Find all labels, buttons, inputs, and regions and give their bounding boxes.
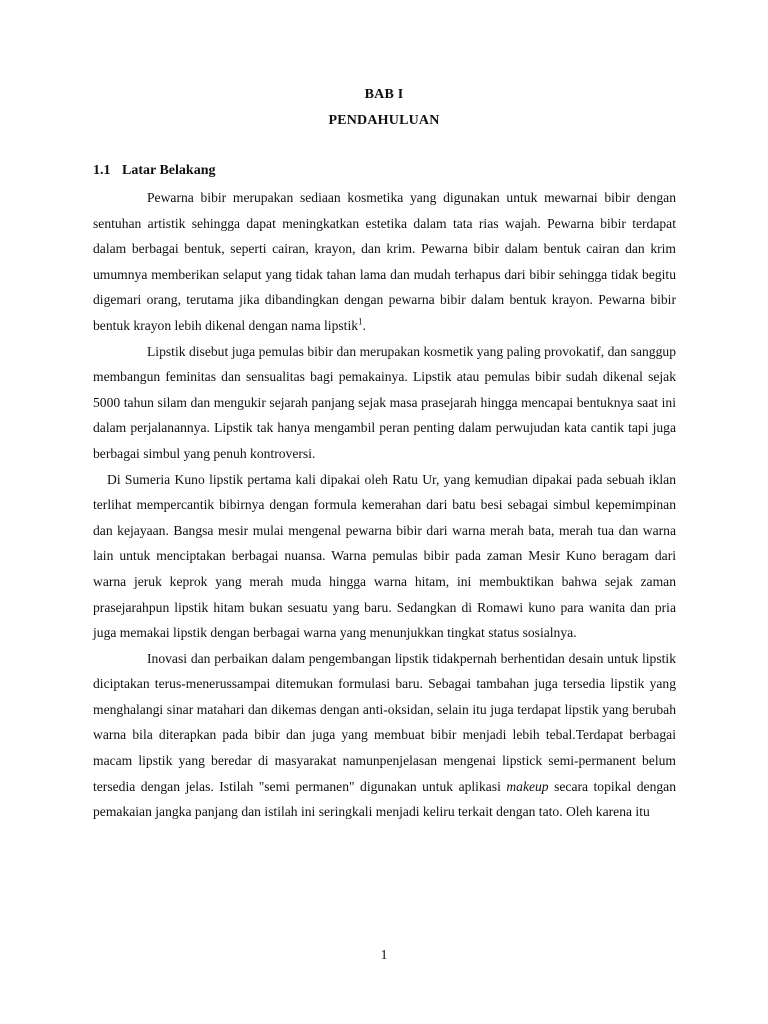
footnote-marker: 1 bbox=[358, 316, 363, 327]
chapter-number: BAB I bbox=[364, 87, 404, 102]
paragraph-4-text-after: secara topikal dengan pemakaian jangka panjang dan istilah ini seringkali menjadi keliru terkait dengan tato. Oleh karena itu bbox=[93, 778, 676, 820]
paragraph-4-text-before: Inovasi dan perbaikan dalam pengembangan lipstik tidakpernah berhentidan desain untuk lipstik diciptakan terus-menerussampai ditemukan formulasi baru. Sebagai tambahan juga tersedia lipstik yang menghalangi sinar matahari dan dikemas dengan anti-oksidan, selain itu juga terdapat lipstik yang berubah warna bila diterapkan pada bibir dan juga yang membuat bibir menjadi lebih tebal.Terdapat berbagai macam lipstik yang beredar di masyarakat namunpenjelasan mengenai lipstick semi-permanent belum tersedia dengan jelas. Istilah "semi permanen" digunakan untuk aplikasi bbox=[93, 650, 676, 794]
paragraph-1-text: Pewarna bibir merupakan sediaan kosmetika yang digunakan untuk mewarnai bibir dengan sentuhan artistik sehingga dapat meningkatkan estetika dalam tata rias wajah. Pewarna bibir terdapat dalam berbagai bentuk, seperti cairan, krayon, dan krim. Pewarna bibir dalam bentuk cairan dan krim umumnya memberikan selaput yang tidak tahan lama dan mudah terhapus dari bibir sehingga tidak begitu digemari orang, terutama jika dibandingkan dengan pewarna bibir dalam bentuk krayon. Pewarna bibir bentuk krayon lebih dikenal dengan nama lipstik bbox=[93, 190, 676, 333]
body-text bbox=[93, 185, 676, 825]
paragraph-2: Lipstik disebut juga pemulas bibir dan merupakan kosmetik yang paling provokatif, dan sanggup membangun feminitas dan sensualitas bagi pemakainya. Lipstik atau pemulas bibir sudah dikenal sejak 5000 tahun silam dan mengukir sejarah panjang sejak masa prasejarah hingga mencapai bentuknya saat ini dalam perjalanannya. Lipstik tak hanya mengambil peran penting dalam perwujudan kata cantik tapi juga berbagai simbul yang penuh kontroversi. bbox=[93, 343, 676, 461]
chapter-title: PENDAHULUAN bbox=[328, 113, 440, 128]
paragraph-4-italic-term: makeup bbox=[506, 778, 549, 794]
paragraph-4 bbox=[93, 646, 676, 825]
section-title: Latar Belakang bbox=[122, 163, 216, 178]
paragraph-1 bbox=[93, 185, 676, 339]
page-number: 1 bbox=[380, 947, 388, 962]
section-heading bbox=[93, 163, 215, 179]
paragraph-3: Di Sumeria Kuno lipstik pertama kali dipakai oleh Ratu Ur, yang kemudian dipakai pada sebuah iklan terlihat mempercantik bibirnya dengan formula kemerahan dari batu besi sebagai simbul kepemimpinan dan kejayaan. Bangsa mesir mulai mengenal pewarna bibir dari warna merah bata, merah tua dan warna lain untuk menciptakan berbagai nuansa. Warna pemulas bibir pada zaman Mesir Kuno beragam dari warna jeruk keprok yang merah muda hingga warna hitam, ini membuktikan bahwa sejak zaman prasejarahpun lipstik hitam bukan sesuatu yang baru. Sedangkan di Romawi kuno para wanita dan pria juga memakai lipstik dengan berbagai warna yang menunjukkan tingkat status sosialnya. bbox=[93, 471, 676, 641]
paragraph-1-end: . bbox=[362, 317, 366, 333]
section-number: 1.1 bbox=[93, 163, 111, 178]
